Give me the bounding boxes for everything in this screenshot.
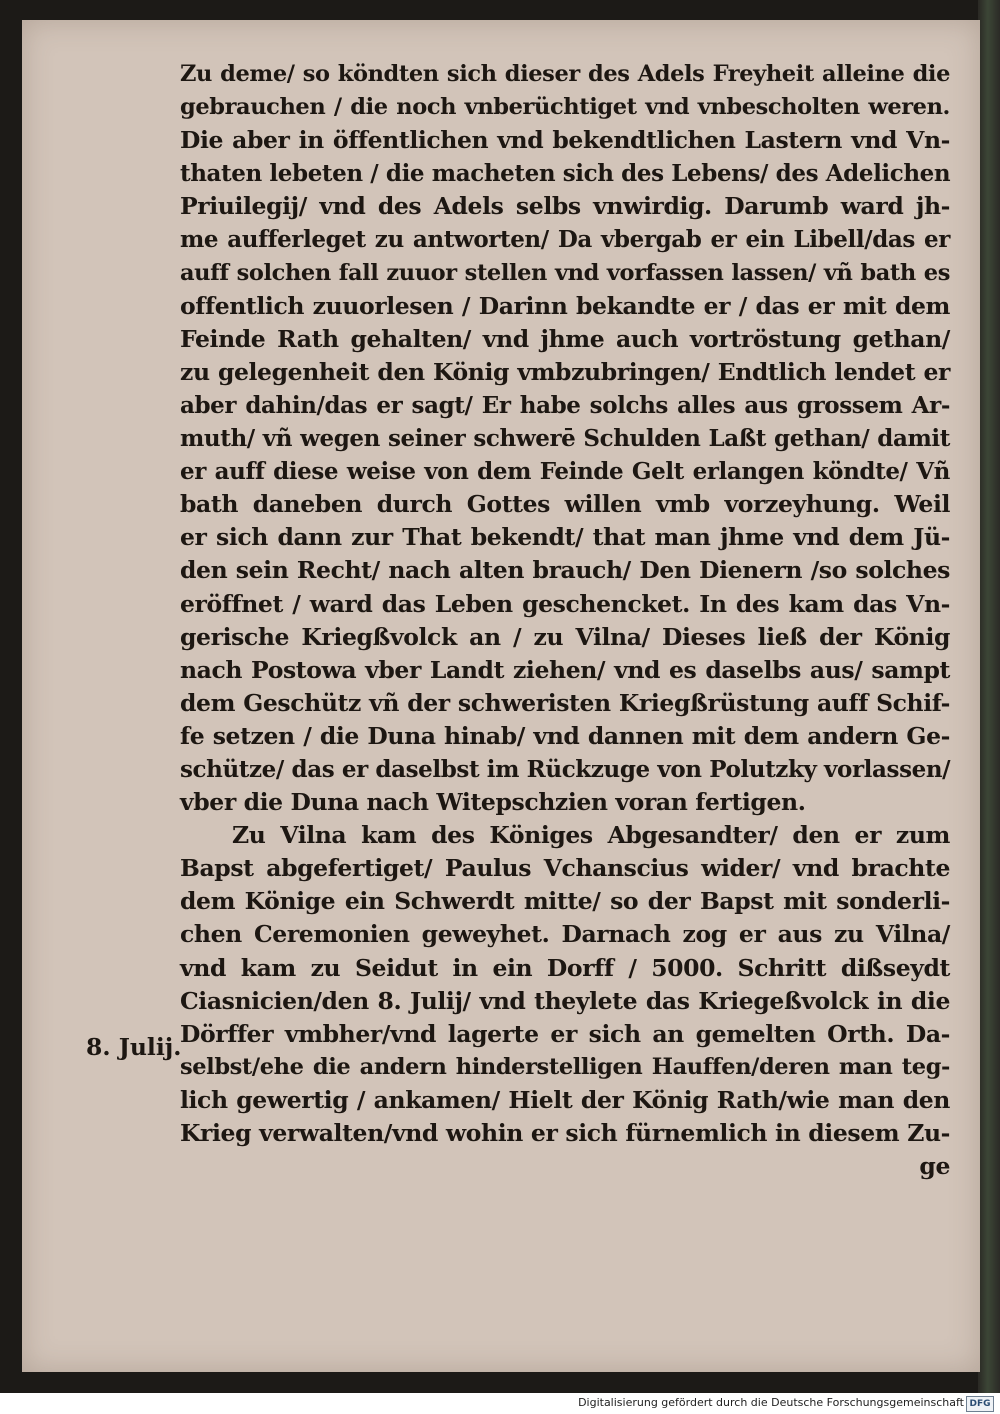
text-line-16: den sein Recht/ nach alten brauch/ Den Dienern /so solches	[180, 556, 950, 585]
text-line-30: Dörffer vmbher/vnd lagerte er sich an gemelten Orth. Da-	[180, 1019, 950, 1048]
text-line-18: gerische Kriegßvolck an / zu Vilna/ Dieses ließ der König	[180, 622, 950, 651]
text-line-11: aber dahin/das er sagt/ Er habe solchs alles aus grossem Ar-	[180, 391, 950, 419]
text-line-19: nach Postowa vber Landt ziehen/ vnd es daselbs aus/ sampt	[180, 655, 950, 684]
text-line-8: offentlich zuuorlesen / Darinn bekandte er / das er mit dem	[180, 291, 950, 320]
text-line-6: me aufferleget zu antworten/ Da vbergab er ein Libell/das er	[180, 226, 950, 254]
text-line-31: selbst/ehe die andern hinderstelligen Hauffen/deren man teg-	[180, 1053, 950, 1080]
text-line-27: chen Ceremonien geweyhet. Darnach zog er aus zu Vilna/	[180, 920, 950, 949]
text-line-24: Zu Vilna kam des Königes Abgesandter/ den er zum	[232, 821, 950, 850]
text-line-5: Priuilegij/ vnd des Adels selbs vnwirdig. Darumb ward jh-	[180, 192, 950, 221]
text-line-7: auff solchen fall zuuor stellen vnd vorfassen lassen/ vñ bath es	[180, 259, 950, 286]
text-line-12: muth/ vñ wegen seiner schwerē Schulden Laßt gethan/ damit	[180, 425, 950, 453]
page-body-text	[180, 58, 950, 1183]
text-line-14: bath daneben durch Gottes willen vmb vorzeyhung. Weil	[180, 490, 950, 519]
dfg-logo: DFG	[966, 1396, 994, 1412]
text-line-4: thaten lebeten / die macheten sich des Lebens/ des Adelichen	[180, 160, 951, 188]
funding-credit: Digitalisierung gefördert durch die Deutsche Forschungsgemeinschaft	[578, 1396, 964, 1409]
text-line-26: dem Könige ein Schwerdt mitte/ so der Bapst mit sonderli-	[180, 887, 950, 916]
text-line-15: er sich dann zur That bekendt/ that man jhme vnd dem Jü-	[180, 523, 950, 552]
text-line-1: Zu deme/ so köndten sich dieser des Adels Freyheit alleine die	[180, 61, 950, 87]
text-line-10: zu gelegenheit den König vmbzubringen/ Endtlich lendet er	[180, 357, 950, 386]
footer-bar	[0, 1393, 1000, 1414]
text-line-13: er auff diese weise von dem Feinde Gelt erlangen köndte/ Vñ	[180, 458, 950, 486]
book-spine	[978, 0, 1000, 1393]
text-line-29: Ciasnicien/den 8. Julij/ vnd theylete das Kriegeßvolck in die	[180, 986, 950, 1015]
text-line-33: Krieg verwalten/vnd wohin er sich fürnemlich in diesem Zu-	[180, 1119, 950, 1147]
text-line-20: dem Geschütz vñ der schweristen Kriegßrüstung auff Schif-	[180, 688, 950, 717]
text-line-2: gebrauchen / die noch vnberüchtiget vnd vnbescholten weren.	[180, 94, 950, 121]
text-line-32: lich gewertig / ankamen/ Hielt der König Rath/wie man den	[180, 1085, 950, 1114]
text-line-21: fe setzen / die Duna hinab/ vnd dannen mit dem andern Ge-	[180, 721, 950, 750]
marginal-note: 8. Julij.	[86, 1033, 182, 1061]
text-line-25: Bapst abgefertiget/ Paulus Vchanscius wider/ vnd brachte	[180, 854, 950, 883]
text-line-17: eröffnet / ward das Leben geschencket. In des kam das Vn-	[180, 589, 950, 618]
text-line-3: Die aber in öffentlichen vnd bekendtlichen Lastern vnd Vn-	[180, 126, 950, 155]
text-line-28: vnd kam zu Seidut in ein Dorff / 5000. Schritt dißseydt	[180, 953, 950, 982]
text-line-22: schütze/ das er daselbst im Rückzuge von Polutzky vorlassen/	[180, 755, 951, 783]
text-line-23: vber die Duna nach Witepschzien voran fertigen.	[180, 788, 806, 817]
text-line-9: Feinde Rath gehalten/ vnd jhme auch vortröstung gethan/	[180, 324, 950, 353]
catchword: ge	[919, 1152, 950, 1181]
